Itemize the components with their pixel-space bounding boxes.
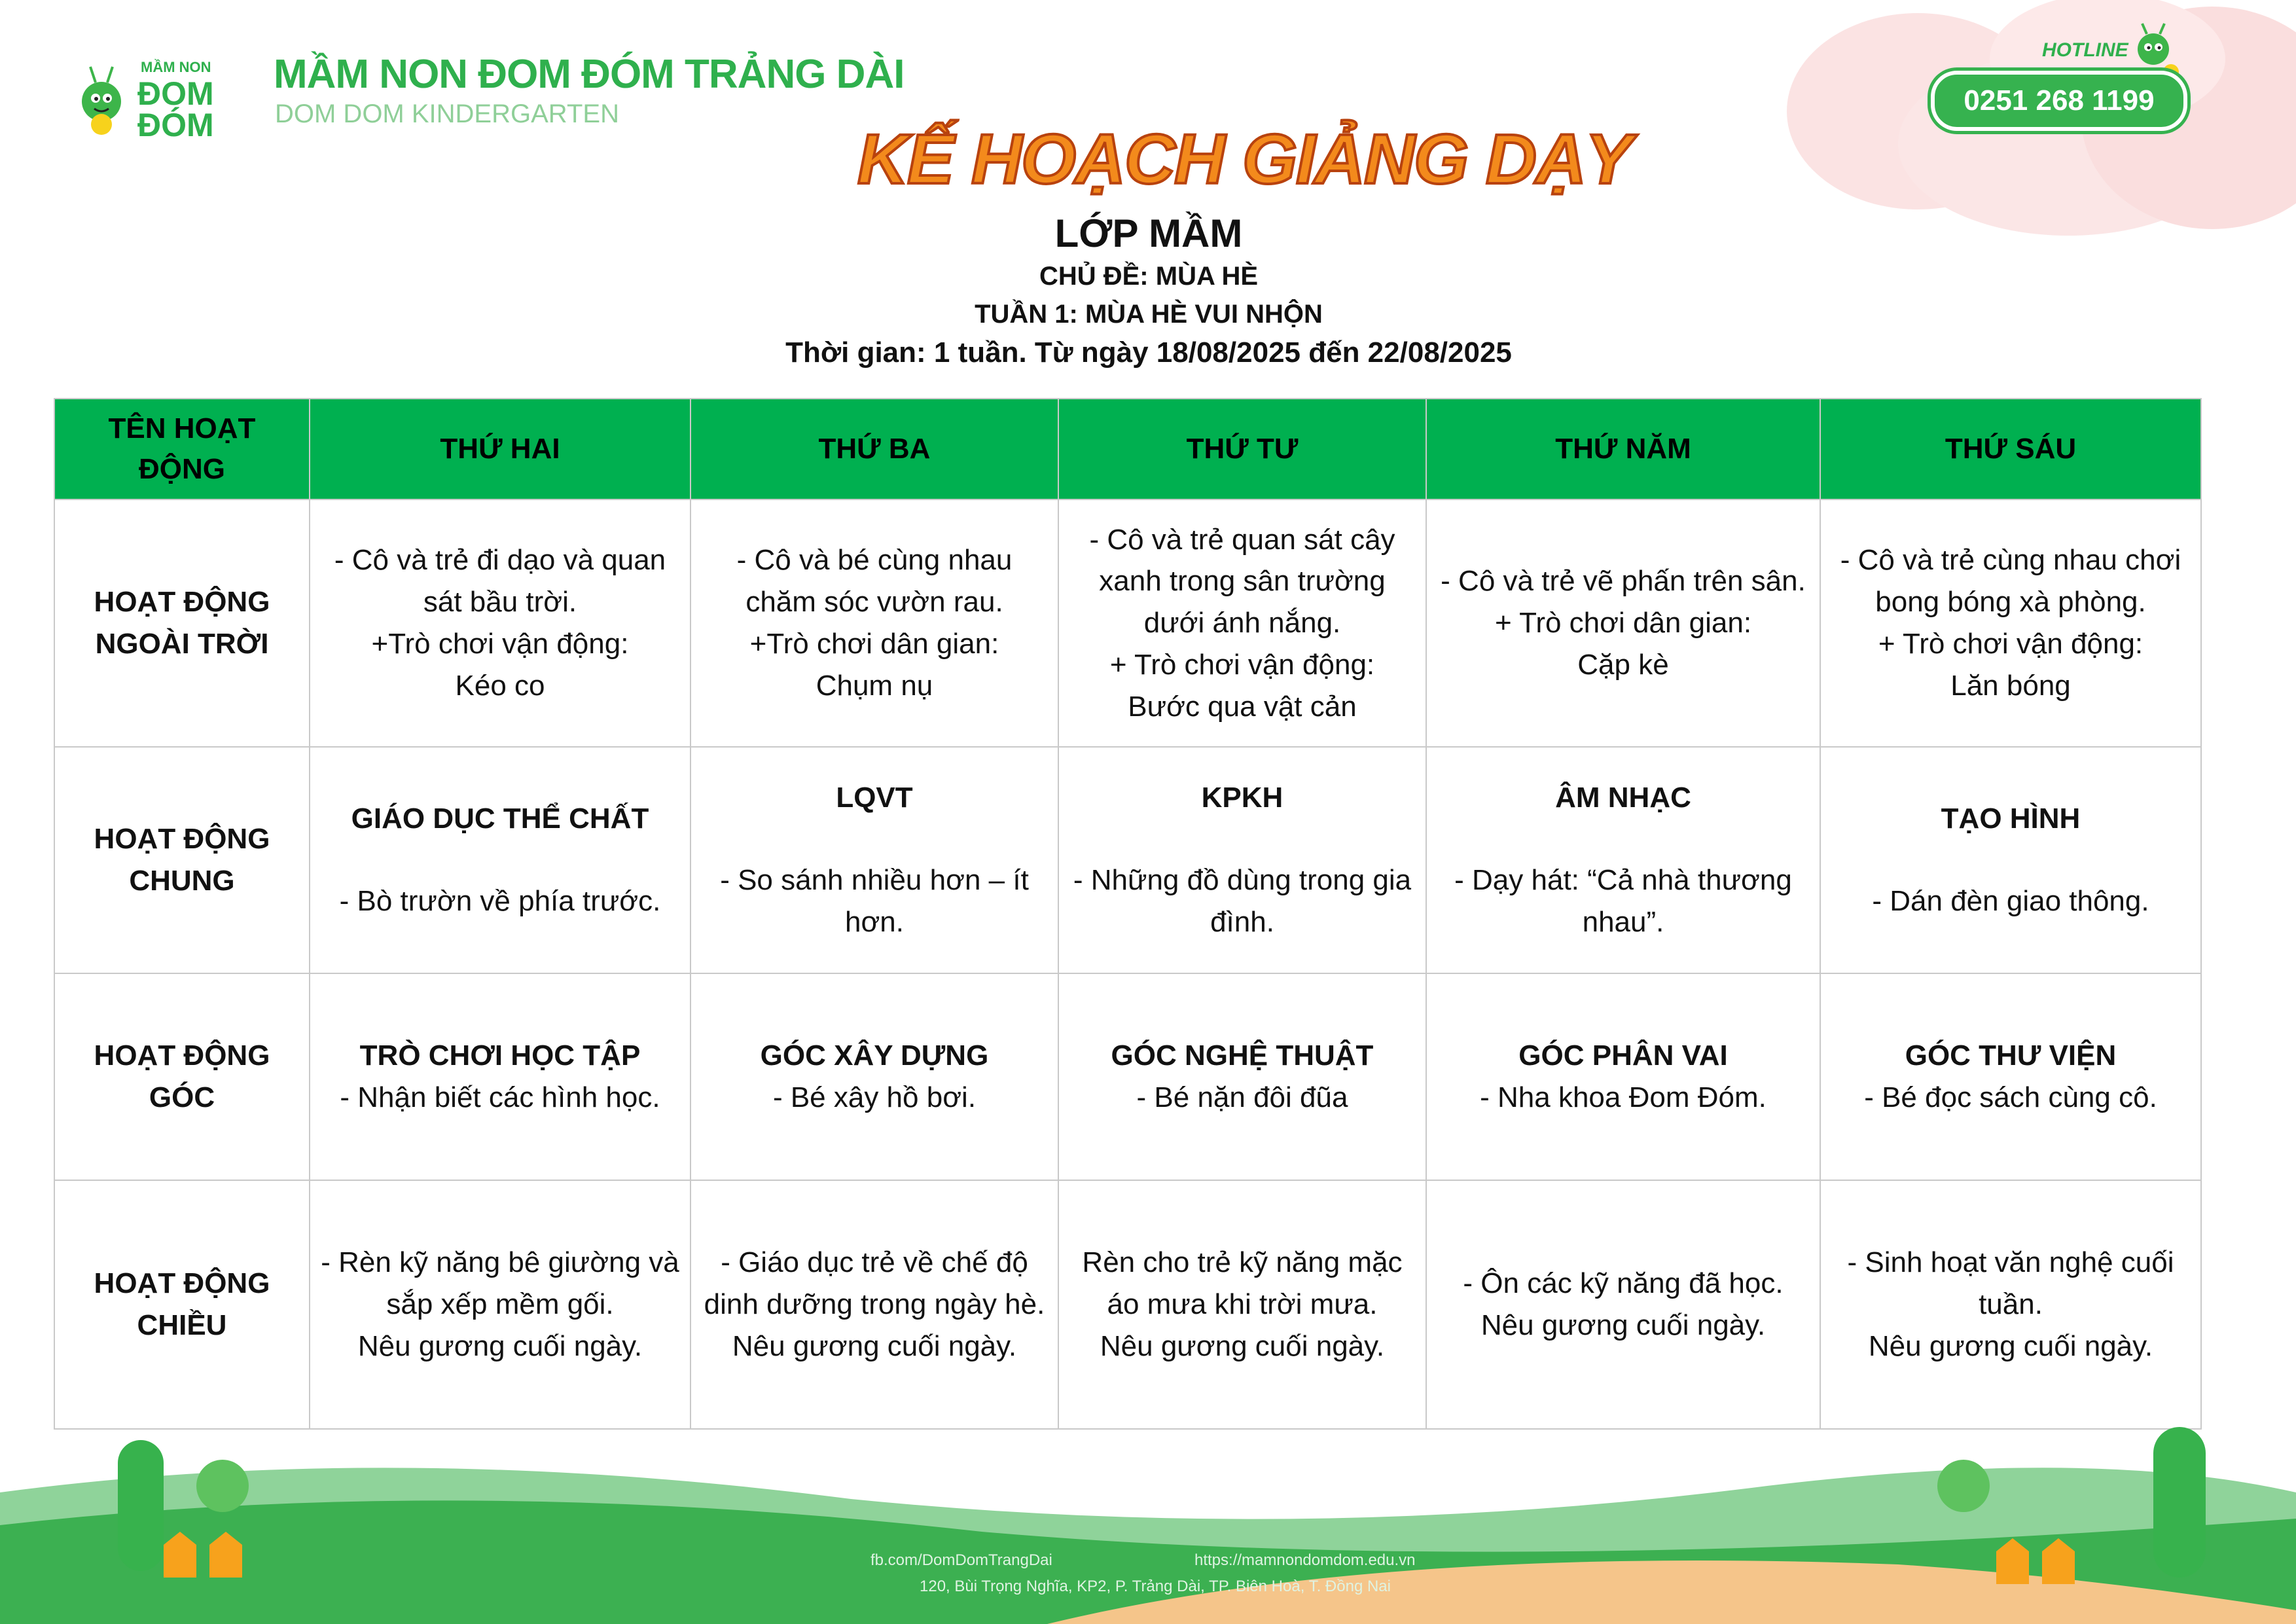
header-activity-name: TÊN HOẠT ĐỘNG xyxy=(54,399,310,499)
cell-line: Nêu gương cuối ngày. xyxy=(357,1329,643,1362)
cell-line: Cặp kè xyxy=(1577,648,1669,681)
cell-line: - Cô và trẻ vẽ phấn trên sân. xyxy=(1441,565,1806,598)
plan-cell-tuesday xyxy=(691,1180,1058,1429)
cell-title: GIÁO DỤC THỂ CHẤT xyxy=(351,803,649,835)
cell-title: GÓC THƯ VIỆN xyxy=(1905,1039,2117,1072)
cell-line: + Trò chơi vận động: xyxy=(1878,628,2144,660)
school-name: MẦM NON ĐOM ĐÓM TRẢNG DÀI xyxy=(274,52,905,97)
cell-line: Nêu gương cuối ngày. xyxy=(732,1329,1017,1362)
cell-line: - Cô và trẻ quan sát cây xanh trong sân trường dưới ánh nắng. xyxy=(1089,523,1395,640)
plan-cell-monday xyxy=(310,747,691,973)
plan-cell-thursday xyxy=(1426,499,1820,747)
cell-line: - Giáo dục trẻ về chế độ dinh dưỡng trong ngày hè. xyxy=(704,1246,1045,1321)
plan-cell-monday xyxy=(310,499,691,747)
cell-spacer xyxy=(319,840,681,880)
svg-text:MẦM NON: MẦM NON xyxy=(141,59,211,75)
plan-cell-tuesday xyxy=(691,499,1058,747)
cell-line: - Cô và trẻ cùng nhau chơi bong bóng xà phòng. xyxy=(1840,544,2181,619)
time-range: Thời gian: 1 tuần. Từ ngày 18/08/2025 đến 22/08/2025 xyxy=(785,336,1512,369)
hotline-badge[interactable] xyxy=(1931,71,2187,131)
cell-line: Nêu gương cuối ngày. xyxy=(1868,1329,2153,1362)
cell-line: - Cô và bé cùng nhau chăm sóc vườn rau. xyxy=(736,544,1013,619)
table-header-row xyxy=(54,399,2201,499)
cell-line: - Nha khoa Đom Đóm. xyxy=(1480,1081,1767,1113)
cell-title: ÂM NHẠC xyxy=(1555,782,1691,814)
header-tuesday: THỨ BA xyxy=(691,399,1058,499)
plan-cell-wednesday xyxy=(1058,1180,1426,1429)
cell-spacer xyxy=(700,819,1049,859)
cell-line: Nêu gương cuối ngày. xyxy=(1480,1309,1766,1341)
cell-line: - Bé đọc sách cùng cô. xyxy=(1864,1081,2157,1113)
cell-line: Kéo co xyxy=(455,669,545,702)
plan-cell-thursday xyxy=(1426,1180,1820,1429)
cell-title: GÓC PHÂN VAI xyxy=(1518,1039,1728,1072)
cell-line: - Dạy hát: “Cả nhà thương nhau”. xyxy=(1454,864,1792,938)
cell-line: + Trò chơi dân gian: xyxy=(1494,607,1752,640)
cell-line: Nêu gương cuối ngày. xyxy=(1100,1329,1385,1362)
table-row xyxy=(54,973,2201,1180)
plan-cell-monday xyxy=(310,973,691,1180)
cell-title: LQVT xyxy=(836,782,913,814)
cell-line: - Cô và trẻ đi dạo và quan sát bầu trời. xyxy=(334,544,666,619)
activity-name-cell: HOẠT ĐỘNG NGOÀI TRỜI xyxy=(54,499,310,747)
school-subtitle: DOM DOM KINDERGARTEN xyxy=(275,99,619,128)
cell-title: GÓC NGHỆ THUẬT xyxy=(1111,1039,1374,1072)
cell-title: TRÒ CHƠI HỌC TẬP xyxy=(359,1039,641,1072)
plan-cell-wednesday xyxy=(1058,747,1426,973)
plan-cell-tuesday xyxy=(691,747,1058,973)
header-wednesday: THỨ TƯ xyxy=(1058,399,1426,499)
week-title: TUẦN 1: MÙA HÈ VUI NHỘN xyxy=(975,300,1323,329)
hotline-label: HOTLINE xyxy=(2042,39,2128,61)
plan-cell-friday xyxy=(1820,747,2201,973)
activity-name-cell: HOẠT ĐỘNG GÓC xyxy=(54,973,310,1180)
theme-title: CHỦ ĐỀ: MÙA HÈ xyxy=(1039,262,1259,291)
activity-name-cell: HOẠT ĐỘNG CHUNG xyxy=(54,747,310,973)
cell-line: - Bò trườn về phía trước. xyxy=(339,885,661,917)
cell-spacer xyxy=(1436,819,1810,859)
footer-website[interactable]: https://mamnondomdom.edu.vn xyxy=(1194,1551,1416,1569)
class-title: LỚP MẦM xyxy=(1054,211,1243,255)
cell-title: TẠO HÌNH xyxy=(1941,803,2081,835)
activity-name-cell: HOẠT ĐỘNG CHIỀU xyxy=(54,1180,310,1429)
plan-cell-tuesday xyxy=(691,973,1058,1180)
header-monday: THỨ HAI xyxy=(310,399,691,499)
cell-line: - Bé nặn đôi đũa xyxy=(1136,1081,1348,1113)
cell-spacer xyxy=(1068,819,1416,859)
cell-line: Bước qua vật cản xyxy=(1128,690,1357,723)
cell-line: - Ôn các kỹ năng đã học. xyxy=(1463,1267,1784,1300)
cell-line: Rèn cho trẻ kỹ năng mặc áo mưa khi trời mưa. xyxy=(1082,1246,1403,1321)
cell-line: - Những đồ dùng trong gia đình. xyxy=(1073,864,1412,938)
plan-cell-wednesday xyxy=(1058,499,1426,747)
teaching-plan-table xyxy=(54,398,2202,1430)
cell-title: GÓC XÂY DỰNG xyxy=(760,1039,989,1072)
svg-text:ĐOM: ĐOM xyxy=(137,75,214,112)
cell-line: - Sinh hoạt văn nghệ cuối tuần. xyxy=(1847,1246,2174,1321)
header-thursday: THỨ NĂM xyxy=(1426,399,1820,499)
cell-line: - Bé xây hồ bơi. xyxy=(772,1081,977,1113)
cell-line: - Dán đèn giao thông. xyxy=(1872,885,2149,917)
banner-title: KẾ HOẠCH GIẢNG DẠY xyxy=(857,119,1632,198)
cell-title: KPKH xyxy=(1201,782,1283,814)
footer-address: 120, Bùi Trọng Nghĩa, KP2, P. Trảng Dài, TP. Biên Hoà, T. Đồng Nai xyxy=(920,1578,1391,1595)
header-friday: THỨ SÁU xyxy=(1820,399,2201,499)
cell-line: +Trò chơi dân gian: xyxy=(749,628,999,660)
cell-line: - Nhận biết các hình học. xyxy=(340,1081,660,1113)
cell-line: - So sánh nhiều hơn – ít hơn. xyxy=(720,864,1029,938)
plan-cell-thursday xyxy=(1426,747,1820,973)
table-row xyxy=(54,747,2201,973)
cell-spacer xyxy=(1830,840,2191,880)
plan-cell-friday xyxy=(1820,499,2201,747)
svg-text:ĐÓM: ĐÓM xyxy=(137,107,214,143)
cell-line: +Trò chơi vận động: xyxy=(371,628,629,660)
plan-cell-wednesday xyxy=(1058,973,1426,1180)
plan-cell-monday xyxy=(310,1180,691,1429)
plan-cell-thursday xyxy=(1426,973,1820,1180)
cell-line: Chụm nụ xyxy=(816,669,933,702)
cell-line: Lăn bóng xyxy=(1950,669,2071,702)
cell-line: + Trò chơi vận động: xyxy=(1109,648,1375,681)
table-row xyxy=(54,499,2201,747)
dom-dom-logo xyxy=(72,52,229,144)
cell-line: - Rèn kỹ năng bê giường và sắp xếp mềm gối. xyxy=(321,1246,679,1321)
plan-cell-friday xyxy=(1820,1180,2201,1429)
table-row xyxy=(54,1180,2201,1429)
plan-cell-friday xyxy=(1820,973,2201,1180)
hotline-number[interactable]: 0251 268 1199 xyxy=(1964,84,2155,117)
footer-facebook[interactable]: fb.com/DomDomTrangDai xyxy=(870,1551,1052,1569)
